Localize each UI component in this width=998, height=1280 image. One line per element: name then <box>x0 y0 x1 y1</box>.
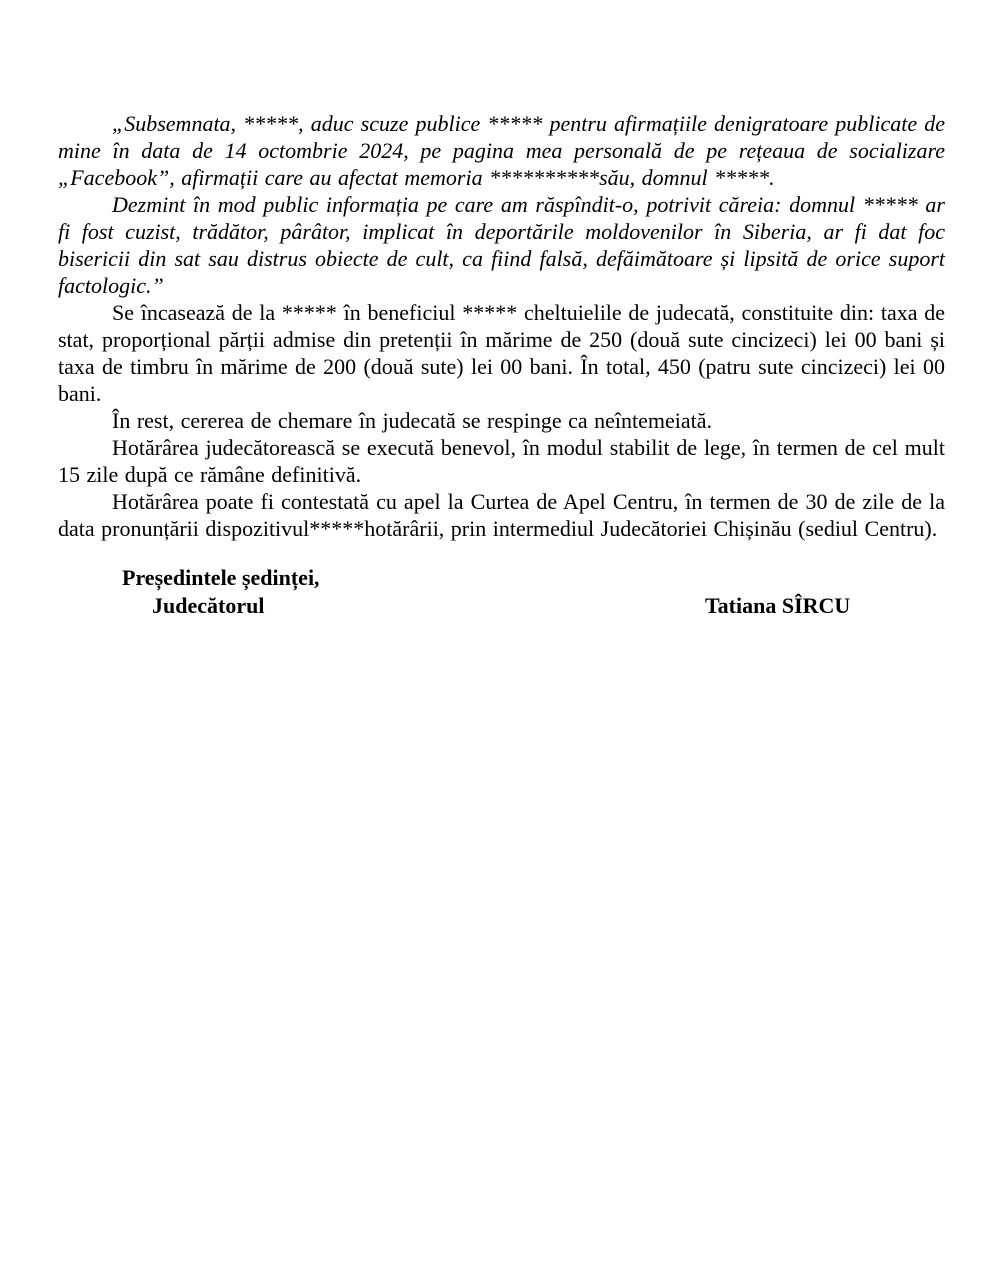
signature-block <box>58 564 945 620</box>
judge-name: Tatiana SÎRCU <box>705 593 851 618</box>
paragraph-public-apology: „Subsemnata, *****, aduc scuze publice ***** pentru afirmațiile denigratoare publicate de mine în data de 14 octombrie 2024, pe pagina mea personală de pe rețeaua de socializare „Facebook”, afirmații care au afectat memoria **********său, domnul *****. <box>58 111 945 190</box>
signature-judge-title: Judecătorul <box>152 593 265 618</box>
paragraph-claim-rejected: În rest, cererea de chemare în judecată se respinge ca neîntemeiată. <box>112 408 712 433</box>
paragraph-appeal-rights: Hotărârea poate fi contestată cu apel la Curtea de Apel Centru, în termen de 30 de zile de la data pronunțării dispozitivul*****hotărârii, prin intermediul Judecătoriei Chișinău (sediul Centru). <box>58 489 945 541</box>
paragraph-voluntary-execution: Hotărârea judecătorească se execută benevol, în modul stabilit de lege, în termen de cel mult 15 zile după ce rămâne definitivă. <box>58 435 945 487</box>
signature-judge-line <box>58 592 945 620</box>
decision-text-block <box>58 110 945 542</box>
paragraph-court-costs: Se încasează de la ***** în beneficiul ***** cheltuielile de judecată, constituite din: taxa de stat, proporțional părții admise din pretenții în mărime de 250 (două sute cincizeci) lei 00 bani și taxa de timbru în mărime de 200 (două sute) lei 00 bani. În total, 450 (patru sute cincizeci) lei 00 bani. <box>58 300 945 406</box>
paragraph-retraction: Dezmint în mod public informația pe care am răspîndit-o, potrivit căreia: domnul ***** ar fi fost cuzist, trădător, pârâtor, implicat în deportările moldovenilor în Siberia, ar fi dat foc bisericii din sat sau distrus obiecte de cult, ca fiind falsă, defăimătoare și lipsită de orice suport factologic.” <box>58 192 945 298</box>
signature-president-title: Președintele ședinței, <box>122 565 320 590</box>
